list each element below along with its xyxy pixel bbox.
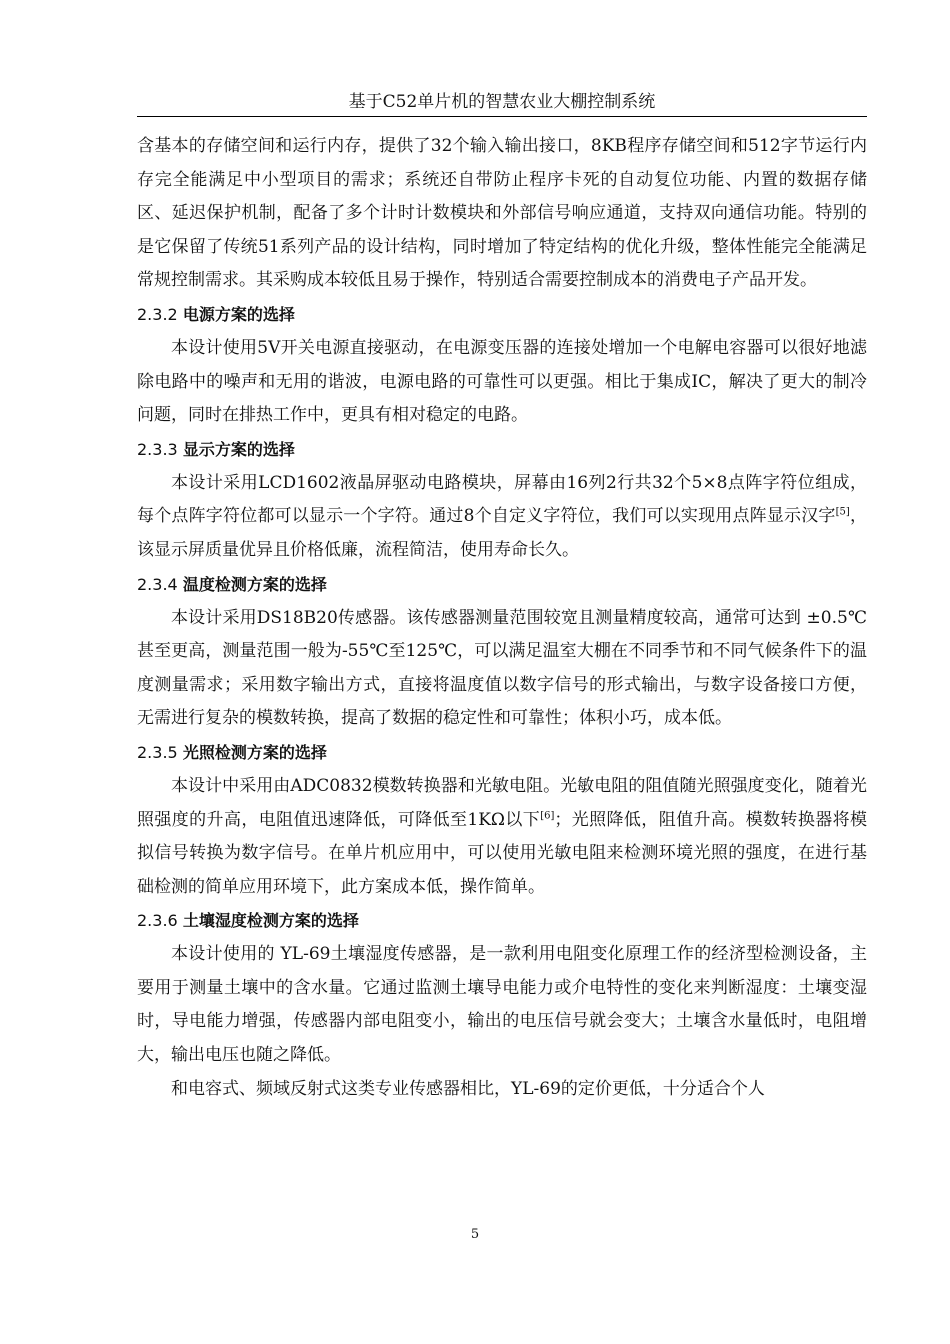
- paragraph: 含基本的存储空间和运行内存，提供了32个输入输出接口，8KB程序存储空间和512字节运行内存完全能满足中小型项目的需求；系统还自带防止程序卡死的自动复位功能、内置的数据存储区、延迟保护机制，配备了多个计时计数模块和外部信号响应通道，支持双向通信功能。特别的是它保留了传统51系列产品的设计结构，同时增加了特定结构的优化升级，整体性能完全能满足常规控制需求。其采购成本较低且易于操作，特别适合需要控制成本的消费电子产品开发。: [137, 136, 867, 291]
- section-number: 2.3.2: [137, 304, 178, 324]
- section-heading-2-3-2: [137, 298, 867, 332]
- citation-ref: [6]: [540, 809, 555, 821]
- paragraph: [137, 467, 867, 568]
- section-heading-2-3-3: [137, 433, 867, 467]
- paragraph: 和电容式、频域反射式这类专业传感器相比，YL-69的定价更低，十分适合个人: [171, 1078, 765, 1099]
- paragraph-text: 本设计采用LCD1602液晶屏驱动电路模块，屏幕由16列2行共32个5×8点阵字符位组成，每个点阵字符位都可以显示一个字符。通过8个自定义字符位，我们可以实现用点阵显示汉字: [137, 472, 867, 527]
- section-number: 2.3.6: [137, 911, 178, 931]
- section-title: 土壤湿度检测方案的选择: [182, 911, 359, 931]
- section-number: 2.3.4: [137, 574, 178, 594]
- paragraph: 本设计使用5V开关电源直接驱动，在电源变压器的连接处增加一个电解电容器可以很好地滤除电路中的噪声和无用的谐波，电源电路的可靠性可以更强。相比于集成IC，解决了更大的制冷问题，同时在排热工作中，更具有相对稳定的电路。: [137, 337, 867, 426]
- section-title: 电源方案的选择: [182, 304, 295, 324]
- page-number: 5: [470, 1227, 480, 1242]
- paragraph: 本设计采用DS18B20传感器。该传感器测量范围较宽且测量精度较高，通常可达到 ±0.5℃甚至更高，测量范围一般为-55℃至125℃，可以满足温室大棚在不同季节和不同气候条件下的温度测量需求；采用数字输出方式，直接将温度值以数字信号的形式输出，与数字设备接口方便，无需进行复杂的模数转换，提高了数据的稳定性和可靠性；体积小巧，成本低。: [137, 607, 867, 729]
- paragraph-text: 本设计中采用由ADC0832模数转换器和光敏电阻。光敏电阻的阻值随光照强度变化，随着光照强度的升高，电阻值迅速降低，可降低至1KΩ以下: [137, 775, 867, 830]
- section-title: 光照检测方案的选择: [182, 742, 327, 762]
- section-heading-2-3-5: [137, 736, 867, 770]
- paragraph: [137, 770, 867, 904]
- section-title: 显示方案的选择: [182, 439, 295, 459]
- paragraph-text: ；光照降低，阻值升高。模数转换器将模拟信号转换为数字信号。在单片机应用中，可以使用光敏电阻来检测环境光照的强度，在进行基础检测的简单应用环境下，此方案成本低，操作简单。: [137, 809, 867, 897]
- section-number: 2.3.3: [137, 439, 178, 459]
- page-body: [137, 130, 867, 1106]
- section-heading-2-3-4: [137, 568, 867, 602]
- citation-ref: [5]: [835, 506, 850, 518]
- section-heading-2-3-6: [137, 904, 867, 938]
- section-title: 温度检测方案的选择: [182, 574, 327, 594]
- paragraph: 本设计使用的 YL-69土壤湿度传感器，是一款利用电阻变化原理工作的经济型检测设备，主要用于测量土壤中的含水量。它通过监测土壤导电能力或介电特性的变化来判断湿度：土壤变湿时，导电能力增强，传感器内部电阻变小，输出的电压信号就会变大；土壤含水量低时，电阻增大，输出电压也随之降低。: [137, 944, 867, 1066]
- running-header: 基于C52单片机的智慧农业大棚控制系统: [137, 90, 867, 117]
- paragraph-text: ，该显示屏质量优异且价格低廉，流程简洁，使用寿命长久。: [137, 506, 867, 560]
- section-number: 2.3.5: [137, 742, 178, 762]
